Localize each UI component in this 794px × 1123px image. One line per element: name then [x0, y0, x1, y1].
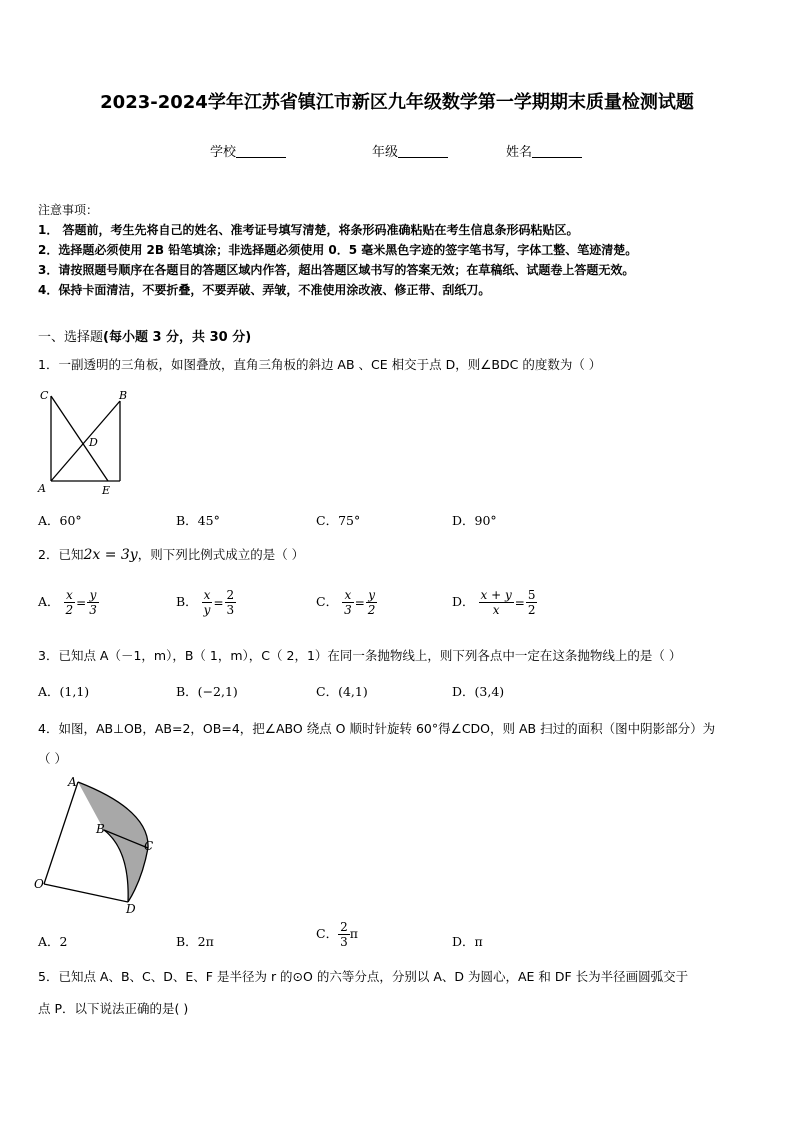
- numerator: y: [87, 588, 99, 603]
- fig4-label-c: C: [144, 839, 154, 853]
- q4-figure: [30, 770, 170, 916]
- fig4-label-o: O: [34, 877, 44, 891]
- denominator: 2: [65, 603, 74, 617]
- fig1-label-a: A: [38, 482, 46, 495]
- fraction: [225, 588, 237, 617]
- section-title: 一、选择题: [38, 330, 104, 345]
- notice-block: [38, 200, 637, 300]
- school-field: [210, 141, 286, 160]
- q2-option-d[interactable]: D． $\frac{x + y}{x}$ = $\frac{5}{2}$: [452, 588, 536, 617]
- q3-option-c[interactable]: C．(4,1): [316, 684, 368, 699]
- exam-title: 2023-2024学年江苏省镇江市新区九年级数学第一学期期末质量检测试题: [100, 92, 694, 113]
- question-5-text-cont: 点 P．以下说法正确的是( ): [38, 1001, 189, 1016]
- fig1-label-d: D: [89, 436, 98, 449]
- denominator: 2: [527, 603, 536, 617]
- q4-option-c-letter: C．: [316, 926, 339, 941]
- numerator: 5: [527, 588, 536, 602]
- question-5-text: 5．已知点 A、B、C、D、E、F 是半径为 r 的⊙O 的六等分点，分别以 A、D 为圆心，AE 和 DF 长为半径画圆弧交于: [38, 969, 689, 984]
- fig4-label-a: A: [68, 775, 77, 789]
- q1-option-a[interactable]: A．60°: [38, 513, 82, 528]
- q2-option-b-letter: B．: [176, 594, 198, 609]
- numerator: x + y: [480, 588, 512, 602]
- denominator: 3: [89, 603, 97, 617]
- denominator: 3: [344, 603, 352, 617]
- grade-blank: [398, 145, 448, 158]
- q1-option-c[interactable]: C．75°: [316, 513, 361, 528]
- fraction: [342, 588, 354, 617]
- fraction: [87, 588, 99, 617]
- name-label: 姓名: [506, 145, 533, 160]
- name-blank: [532, 145, 582, 158]
- notice-item: 4．保持卡面清洁，不要折叠，不要弄破、弄皱，不准使用涂改液、修正带、刮纸刀。: [38, 283, 491, 297]
- question-4-text-cont: （ ）: [38, 751, 67, 766]
- question-2: [38, 545, 304, 563]
- school-label: 学校: [210, 145, 237, 160]
- fig4-label-d: D: [126, 902, 136, 916]
- q2-option-c-letter: C．: [316, 594, 339, 609]
- notice-item: 2．选择题必须使用 2B 铅笔填涂；非选择题必须使用 0．5 毫米黑色字迹的签字笔书写，字体工整、笔迹清楚。: [38, 243, 638, 257]
- numerator: x: [342, 588, 354, 603]
- q3-option-b[interactable]: B．(−2,1): [176, 684, 238, 699]
- grade-label: 年级: [372, 145, 399, 160]
- notice-item: 3．请按照题号顺序在各题目的答题区域内作答，超出答题区域书写的答案无效；在草稿纸、试题卷上答题无效。: [38, 263, 635, 277]
- pi-symbol: π: [349, 926, 358, 941]
- q4-option-c[interactable]: [316, 920, 358, 949]
- school-blank: [236, 145, 286, 158]
- q2-condition: 2x = 3y: [83, 547, 138, 563]
- q2-option-c[interactable]: C． $\frac{x}{3}$ = $\frac{y}{2}$: [316, 588, 376, 617]
- q4-option-a[interactable]: A．2: [38, 934, 68, 949]
- q1-option-b[interactable]: B．45°: [176, 513, 220, 528]
- q2-option-d-letter: D．: [452, 594, 475, 609]
- fraction: [202, 588, 213, 617]
- q1-option-d[interactable]: D．90°: [452, 513, 497, 528]
- numerator: x: [64, 588, 76, 603]
- q3-option-a[interactable]: A．(1,1): [38, 684, 90, 699]
- section-heading: [38, 326, 251, 345]
- q3-option-d[interactable]: D．(3,4): [452, 684, 505, 699]
- notice-item: 1． 答题前，考生先将自己的姓名、准考证号填写清楚，将条形码准确粘贴在考生信息条形码粘贴区。: [38, 223, 579, 237]
- question-3-text: 3．已知点 A（－1，m），B（ 1，m），C（ 2，1）在同一条抛物线上，则下列各点中一定在这条抛物线上的是（ ）: [38, 648, 682, 663]
- q2-option-a-letter: A．: [38, 594, 60, 609]
- section-detail: (每小题 3 分，共 30 分): [103, 330, 252, 345]
- fraction: [526, 588, 538, 617]
- notice-heading: 注意事项：: [38, 203, 99, 217]
- fig1-label-e: E: [102, 484, 111, 497]
- denominator: x: [492, 603, 500, 617]
- question-1-text: 1．一副透明的三角板，如图叠放，直角三角板的斜边 AB 、CE 相交于点 D，则∠BDC 的度数为（ ）: [38, 357, 602, 372]
- denominator: y: [203, 603, 211, 617]
- fraction: [338, 920, 350, 949]
- numerator: x: [203, 588, 211, 602]
- fraction: [366, 588, 378, 617]
- denominator: 2: [367, 603, 376, 617]
- fraction: [479, 588, 514, 617]
- q4-option-d[interactable]: D．π: [452, 934, 483, 949]
- fraction: [64, 588, 76, 617]
- q2-prefix: 2．已知: [38, 547, 84, 562]
- fig1-label-c: C: [40, 389, 49, 402]
- q4-option-b[interactable]: B．2π: [176, 934, 214, 949]
- denominator: 3: [226, 603, 235, 617]
- numerator: y: [366, 588, 378, 603]
- q2-option-b[interactable]: B． $\frac{x}{y}$ = $\frac{2}{3}$: [176, 588, 235, 617]
- question-4-text: 4．如图，AB⊥OB，AB=2，OB=4，把∠ABO 绕点 O 顺时针旋转 60°得∠CDO，则 AB 扫过的面积（图中阴影部分）为: [38, 721, 716, 736]
- fig1-label-b: B: [119, 389, 128, 402]
- q2-suffix: ，则下列比例式成立的是（ ）: [137, 547, 305, 562]
- name-field: [506, 141, 582, 160]
- denominator: 3: [340, 935, 348, 949]
- q2-option-a[interactable]: A． $\frac{x}{2}$ = $\frac{y}{3}$: [38, 588, 97, 617]
- grade-field: [372, 141, 448, 160]
- numerator: 2: [226, 588, 235, 602]
- numerator: 2: [340, 920, 348, 934]
- fig4-label-b: B: [96, 822, 105, 836]
- q1-figure: [36, 386, 136, 498]
